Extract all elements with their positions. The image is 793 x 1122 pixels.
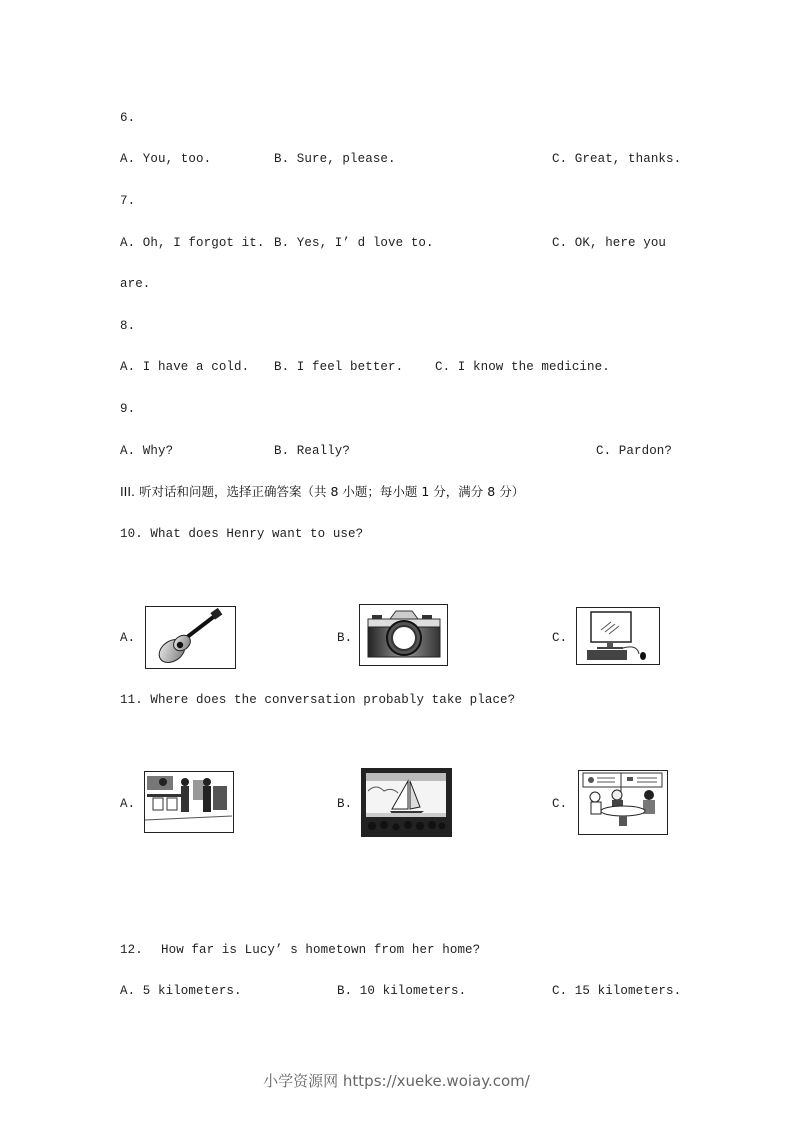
q9-option-c: C. Pardon? [596,444,673,458]
q6-option-b: B. Sure, please. [274,152,396,166]
q11-option-c-label: C. [552,797,568,811]
shop-scene-icon [145,772,232,831]
camera-icon [360,605,446,664]
section-3-heading: III. 听对话和问题，选择正确答案（共 8 小题；每小题 1 分，满分 8 分） [120,484,525,499]
q9-option-b: B. Really? [274,444,351,458]
question-12-text: How far is Lucy’ s hometown from her home? [161,943,481,957]
q12-option-c: C. 15 kilometers. [552,984,682,998]
restaurant-image [578,770,668,835]
q7-option-c-continued: are. [120,277,151,291]
q10-option-b-label: B. [337,631,353,645]
question-10-text: 10. What does Henry want to use? [120,527,364,541]
q8-option-a: A. I have a cold. [120,360,250,374]
question-8-number: 8. [120,319,136,333]
camera-image [359,604,448,666]
cinema-image [361,768,452,837]
question-6-number: 6. [120,111,136,125]
q7-option-c: C. OK, here you [552,236,667,250]
question-11-text: 11. Where does the conversation probably take place? [120,693,516,707]
q7-option-b: B. Yes, I’ d love to. [274,236,434,250]
q7-option-a: A. Oh, I forgot it. [120,236,265,250]
question-7-number: 7. [120,194,136,208]
q10-option-a-label: A. [120,631,136,645]
q11-option-a-label: A. [120,797,136,811]
computer-image [576,607,660,665]
q6-option-c: C. Great, thanks. [552,152,682,166]
shop-image [144,771,234,833]
q6-option-a: A. You, too. [120,152,212,166]
guitar-icon [146,607,234,667]
q12-option-a: A. 5 kilometers. [120,984,242,998]
guitar-image [145,606,236,669]
q9-option-a: A. Why? [120,444,174,458]
cinema-scene-icon [362,769,450,835]
restaurant-scene-icon [579,771,666,833]
q12-option-b: B. 10 kilometers. [337,984,467,998]
footer-watermark: 小学资源网 https://xueke.woiay.com/ [263,1072,530,1090]
question-12-number: 12. [120,943,143,957]
q11-option-b-label: B. [337,797,353,811]
q8-option-c: C. I know the medicine. [435,360,610,374]
computer-icon [577,608,658,663]
q10-option-c-label: C. [552,631,568,645]
q8-option-b: B. I feel better. [274,360,404,374]
question-9-number: 9. [120,402,136,416]
